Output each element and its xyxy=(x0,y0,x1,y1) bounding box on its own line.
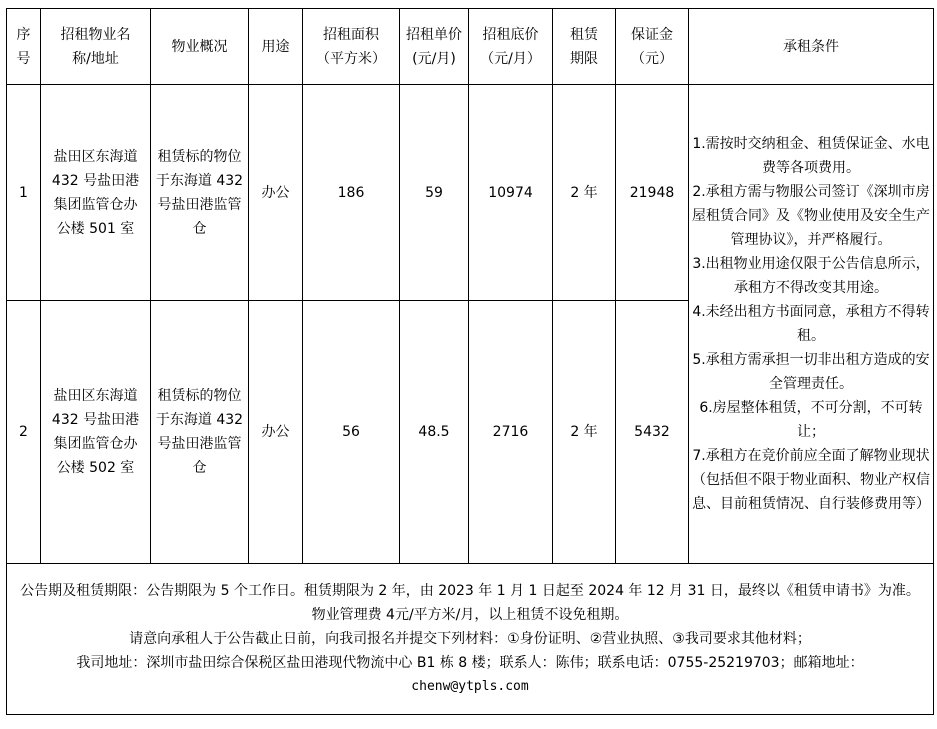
row-name-address xyxy=(41,85,151,301)
header-name-address: 招租物业名称/地址 xyxy=(41,9,151,85)
lease-notice-table xyxy=(6,8,934,715)
header-no: 序号 xyxy=(7,9,41,85)
row-overview xyxy=(151,85,249,301)
name-address-text: 盐田区东海道 432 号盐田港集团监管仓办公楼 502 室 xyxy=(51,388,140,476)
row-unit-price: 59 xyxy=(400,85,469,301)
header-conditions: 承租条件 xyxy=(689,9,934,85)
row-use: 办公 xyxy=(249,85,303,301)
condition-item: 2.承租方需与物服公司签订《深圳市房屋租赁合同》及《物业使用及安全生产管理协议》，并严格履行。 xyxy=(692,184,930,248)
header-deposit: 保证金（元） xyxy=(616,9,689,85)
header-overview: 物业概况 xyxy=(151,9,249,85)
row-no: 1 xyxy=(7,85,41,301)
header-use: 用途 xyxy=(249,9,303,85)
header-row xyxy=(7,9,934,85)
condition-item: 5.承租方需承担一切非出租方造成的安全管理责任。 xyxy=(692,352,930,392)
materials-note: 请意向承租人于公告截止日前，向我司报名并提交下列材料：①身份证明、②营业执照、③我司要求其他材料； xyxy=(129,631,811,647)
lease-period-note: 公告期及租赁期限：公告期限为 5 个工作日。租赁期限为 2 年，由 2023 年 1 月 1 日起至 2024 年 12 月 31 日，最终以《租赁申请书》为准。 xyxy=(20,583,920,599)
condition-item: 6.房屋整体租赁，不可分割，不可转让； xyxy=(699,400,923,440)
condition-item: 7.承租方在竞价前应全面了解物业现状（包括但不限于物业面积、物业产权信息、目前租赁情况、自行装修费用等） xyxy=(692,448,930,512)
row-unit-price: 48.5 xyxy=(400,301,469,564)
row-term: 2 年 xyxy=(553,301,616,564)
row-overview xyxy=(151,301,249,564)
header-unit-price: 招租单价(元/月) xyxy=(400,9,469,85)
row-deposit: 21948 xyxy=(616,85,689,301)
management-fee-note: 物业管理费 4元/平方米/月，以上租赁不设免租期。 xyxy=(311,607,629,623)
overview-text: 租赁标的物位于东海道 432 号盐田港监管仓 xyxy=(155,148,244,237)
footer-row xyxy=(7,564,934,715)
header-area: 招租面积（平方米） xyxy=(303,9,400,85)
row-use: 办公 xyxy=(249,301,303,564)
contact-note: 我司地址：深圳市盐田综合保税区盐田港现代物流中心 B1 栋 8 楼；联系人：陈伟；联系电话：0755-25219703；邮箱地址： xyxy=(76,655,864,671)
condition-item: 4.未经出租方书面同意，承租方不得转租。 xyxy=(692,304,930,344)
row-deposit: 5432 xyxy=(616,301,689,564)
row-term: 2 年 xyxy=(553,85,616,301)
row-base-price: 10974 xyxy=(469,85,553,301)
row-no: 2 xyxy=(7,301,41,564)
header-base-price: 招租底价（元/月） xyxy=(469,9,553,85)
row-name-address xyxy=(41,301,151,564)
conditions-cell xyxy=(689,85,934,564)
table-row xyxy=(7,85,934,301)
overview-text: 租赁标的物位于东海道 432 号盐田港监管仓 xyxy=(155,388,244,476)
name-address-text: 盐田区东海道 432 号盐田港集团监管仓办公楼 501 室 xyxy=(51,148,140,237)
footer-notes xyxy=(7,564,934,715)
row-area: 56 xyxy=(303,301,400,564)
header-term: 租赁期限 xyxy=(553,9,616,85)
row-base-price: 2716 xyxy=(469,301,553,564)
condition-item: 3.出租物业用途仅限于公告信息所示，承租方不得改变其用途。 xyxy=(692,256,930,296)
row-area: 186 xyxy=(303,85,400,301)
condition-item: 1.需按时交纳租金、租赁保证金、水电费等各项费用。 xyxy=(692,136,930,176)
email-address: chenw@ytpls.com xyxy=(411,679,529,694)
